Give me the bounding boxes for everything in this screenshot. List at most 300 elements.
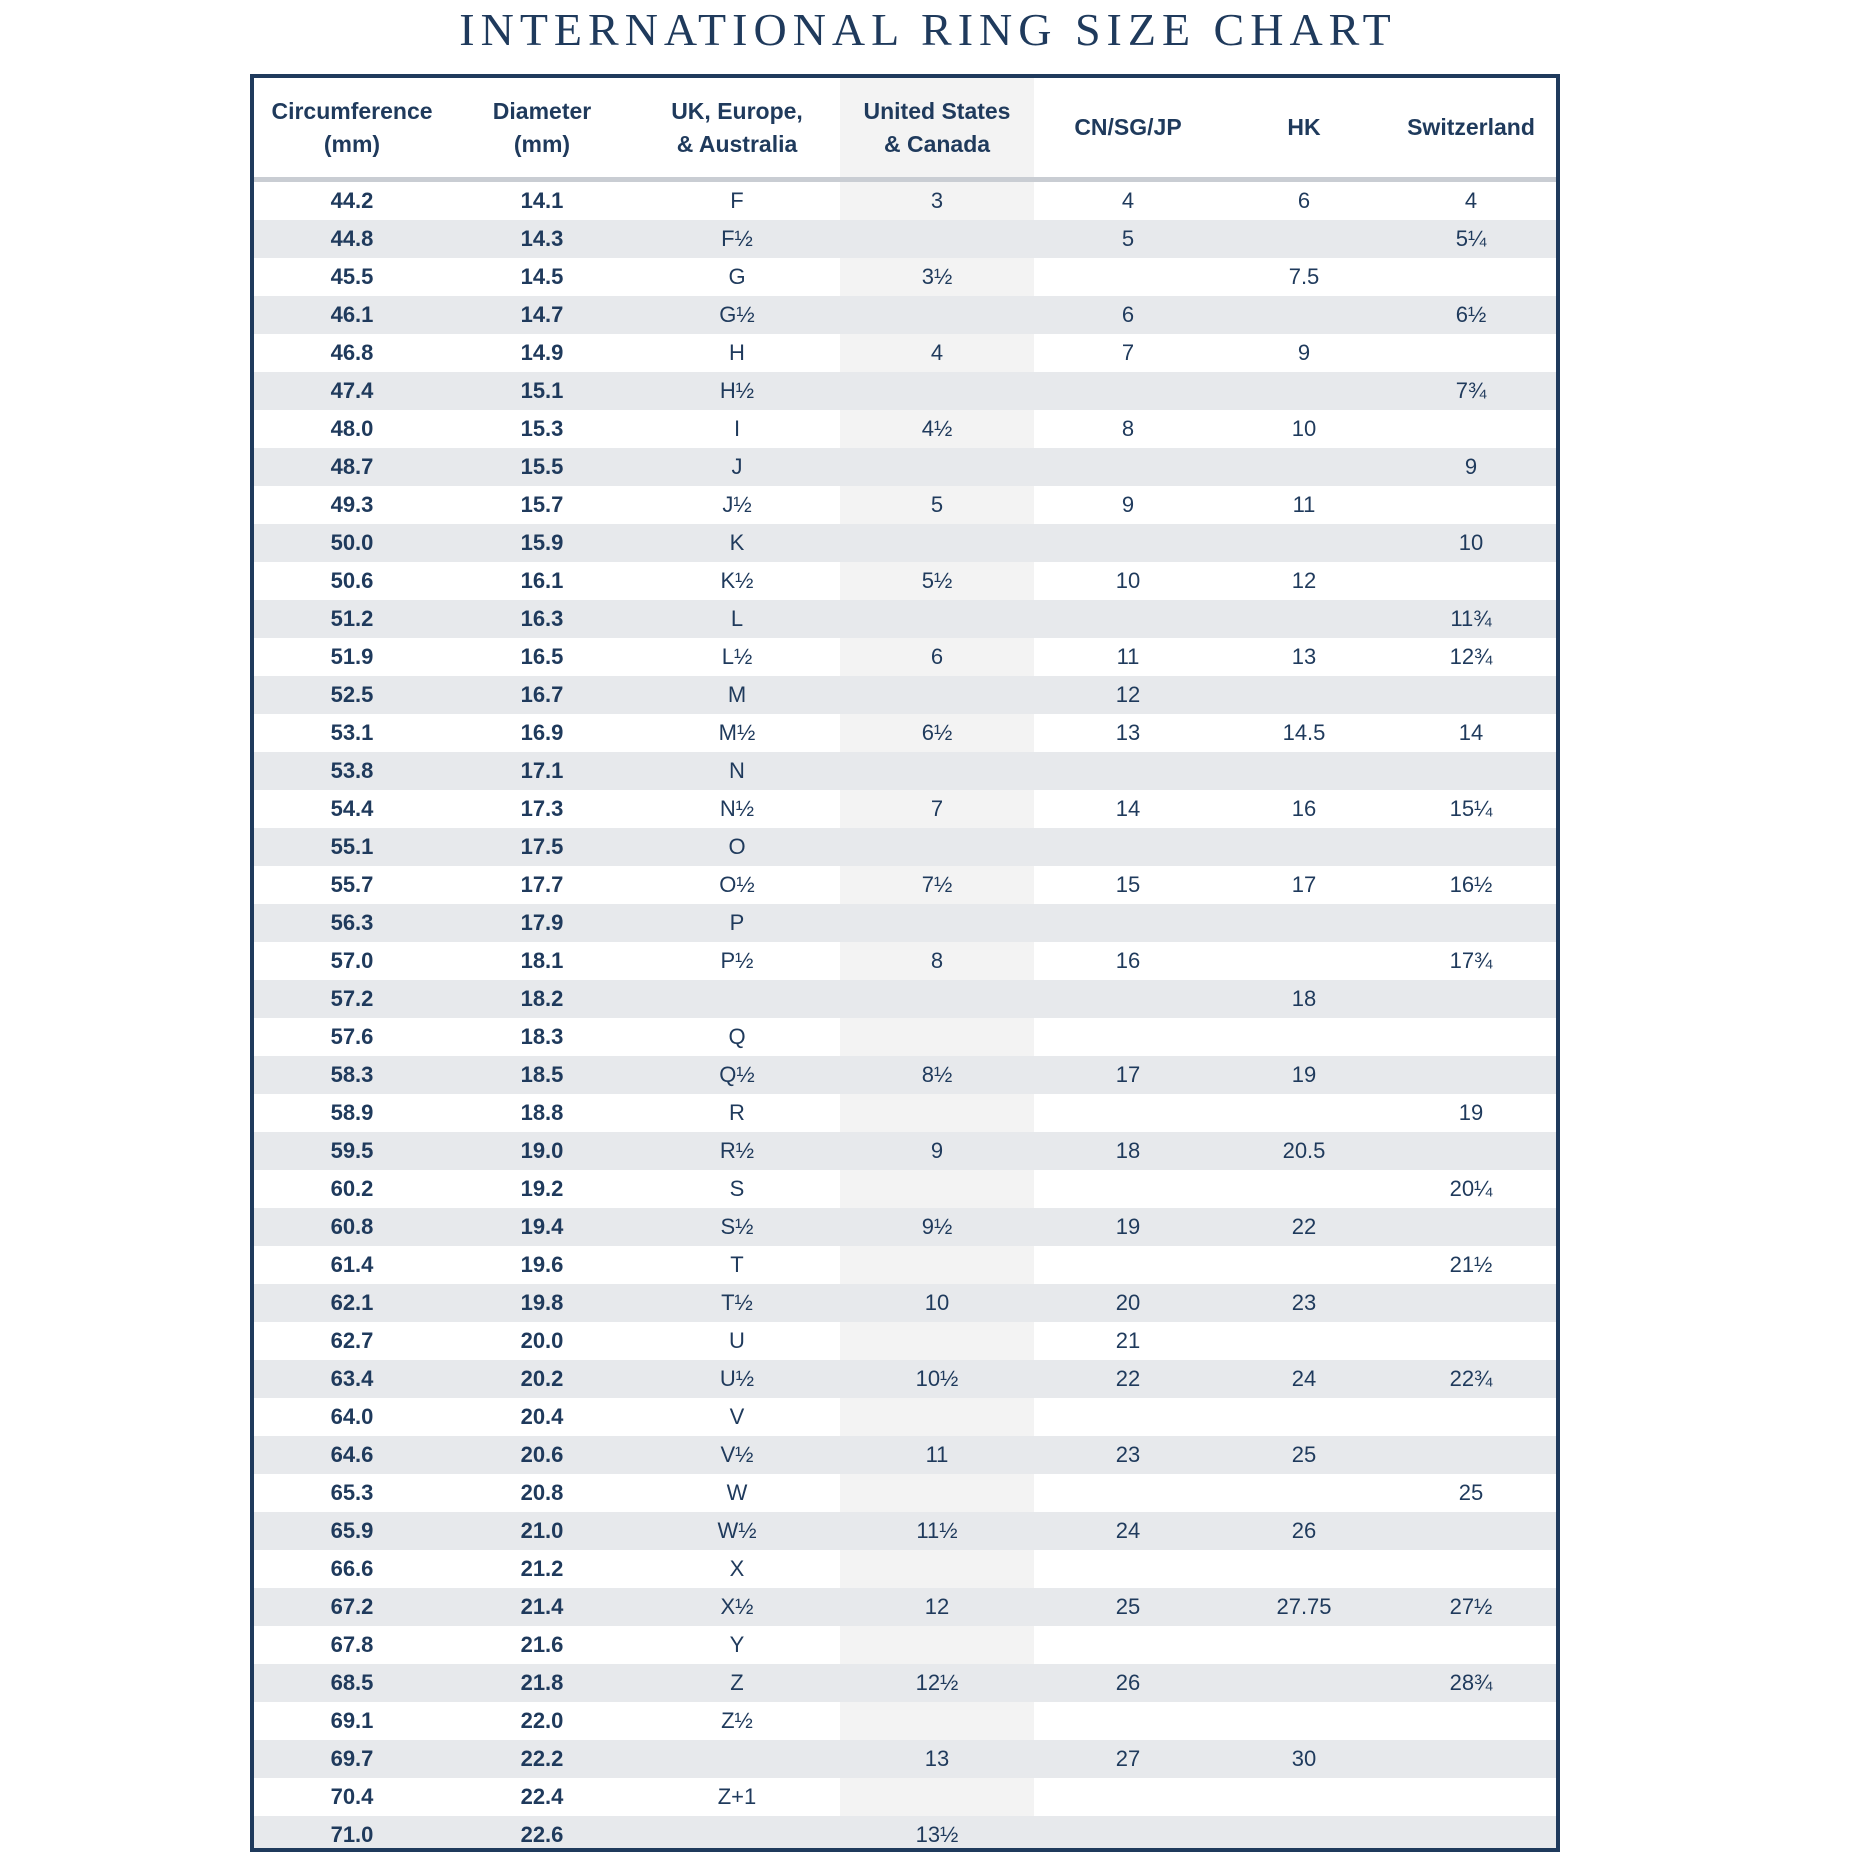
- us-size-cell: 4: [840, 334, 1034, 372]
- us-size-cell: [840, 904, 1034, 942]
- us-size-cell: [840, 1474, 1034, 1512]
- hk-size-cell: 23: [1222, 1284, 1386, 1322]
- us-size-cell: [840, 1398, 1034, 1436]
- table-row: [254, 1208, 1556, 1246]
- switzerland-size-cell: [1386, 1322, 1556, 1360]
- us-size-cell: 3½: [840, 258, 1034, 296]
- cn-sg-jp-size-cell: 19: [1034, 1208, 1222, 1246]
- circumference-cell: 62.1: [254, 1284, 450, 1322]
- switzerland-size-cell: [1386, 752, 1556, 790]
- uk-size-cell: J½: [634, 486, 840, 524]
- us-size-cell: 11: [840, 1436, 1034, 1474]
- uk-size-cell: H: [634, 334, 840, 372]
- uk-size-cell: T: [634, 1246, 840, 1284]
- circumference-cell: 59.5: [254, 1132, 450, 1170]
- uk-size-cell: H½: [634, 372, 840, 410]
- uk-size-cell: Q: [634, 1018, 840, 1056]
- header-line: UK, Europe,: [671, 97, 803, 124]
- uk-size-cell: V: [634, 1398, 840, 1436]
- table-row: [254, 1398, 1556, 1436]
- uk-size-cell: J: [634, 448, 840, 486]
- cn-sg-jp-size-cell: [1034, 1778, 1222, 1816]
- diameter-cell: 19.2: [450, 1170, 634, 1208]
- hk-size-cell: [1222, 600, 1386, 638]
- table-row: [254, 790, 1556, 828]
- us-size-cell: 4½: [840, 410, 1034, 448]
- table-row: [254, 1512, 1556, 1550]
- hk-size-cell: [1222, 1246, 1386, 1284]
- diameter-cell: 17.5: [450, 828, 634, 866]
- hk-size-cell: 27.75: [1222, 1588, 1386, 1626]
- circumference-cell: 67.8: [254, 1626, 450, 1664]
- cn-sg-jp-size-cell: 9: [1034, 486, 1222, 524]
- circumference-cell: 57.6: [254, 1018, 450, 1056]
- us-size-cell: [840, 752, 1034, 790]
- switzerland-size-cell: [1386, 410, 1556, 448]
- switzerland-size-cell: 12¾: [1386, 638, 1556, 676]
- us-size-cell: 6½: [840, 714, 1034, 752]
- switzerland-size-cell: 27½: [1386, 1588, 1556, 1626]
- hk-size-cell: [1222, 1094, 1386, 1132]
- switzerland-size-cell: 22¾: [1386, 1360, 1556, 1398]
- hk-size-cell: 17: [1222, 866, 1386, 904]
- hk-size-cell: [1222, 904, 1386, 942]
- diameter-cell: 18.2: [450, 980, 634, 1018]
- hk-size-cell: [1222, 1398, 1386, 1436]
- header-line: (mm): [513, 130, 571, 157]
- diameter-cell: 15.9: [450, 524, 634, 562]
- us-size-cell: 10½: [840, 1360, 1034, 1398]
- us-size-cell: [840, 296, 1034, 334]
- circumference-cell: 62.7: [254, 1322, 450, 1360]
- cn-sg-jp-size-cell: 5: [1034, 220, 1222, 258]
- diameter-cell: 16.7: [450, 676, 634, 714]
- circumference-cell: 51.2: [254, 600, 450, 638]
- cn-sg-jp-size-cell: [1034, 1550, 1222, 1588]
- diameter-cell: 16.5: [450, 638, 634, 676]
- diameter-cell: 19.6: [450, 1246, 634, 1284]
- header-line: Circumference: [271, 97, 433, 124]
- hk-size-cell: 30: [1222, 1740, 1386, 1778]
- table-row: [254, 258, 1556, 296]
- uk-size-cell: N: [634, 752, 840, 790]
- uk-size-cell: N½: [634, 790, 840, 828]
- header-uk-europe-australia: [634, 78, 840, 180]
- circumference-cell: 48.0: [254, 410, 450, 448]
- hk-size-cell: 19: [1222, 1056, 1386, 1094]
- table-row: [254, 1474, 1556, 1512]
- switzerland-size-cell: 16½: [1386, 866, 1556, 904]
- diameter-cell: 19.8: [450, 1284, 634, 1322]
- table-row: [254, 904, 1556, 942]
- uk-size-cell: Z+1: [634, 1778, 840, 1816]
- switzerland-size-cell: [1386, 1626, 1556, 1664]
- switzerland-size-cell: [1386, 904, 1556, 942]
- table-body: [254, 180, 1556, 1853]
- cn-sg-jp-size-cell: 15: [1034, 866, 1222, 904]
- us-size-cell: [840, 220, 1034, 258]
- circumference-cell: 71.0: [254, 1816, 450, 1852]
- hk-size-cell: [1222, 1474, 1386, 1512]
- table-row: [254, 562, 1556, 600]
- diameter-cell: 21.4: [450, 1588, 634, 1626]
- cn-sg-jp-size-cell: 22: [1034, 1360, 1222, 1398]
- diameter-cell: 17.9: [450, 904, 634, 942]
- switzerland-size-cell: 20¼: [1386, 1170, 1556, 1208]
- switzerland-size-cell: [1386, 1512, 1556, 1550]
- circumference-cell: 50.0: [254, 524, 450, 562]
- us-size-cell: [840, 1170, 1034, 1208]
- ring-size-table: [254, 78, 1556, 1852]
- header-line: Diameter: [492, 97, 592, 124]
- table-row: [254, 1626, 1556, 1664]
- cn-sg-jp-size-cell: [1034, 1702, 1222, 1740]
- us-size-cell: [840, 1550, 1034, 1588]
- table-row: [254, 1550, 1556, 1588]
- cn-sg-jp-size-cell: 18: [1034, 1132, 1222, 1170]
- circumference-cell: 57.0: [254, 942, 450, 980]
- header-row: [254, 78, 1556, 180]
- table-row: [254, 296, 1556, 334]
- diameter-cell: 14.7: [450, 296, 634, 334]
- circumference-cell: 54.4: [254, 790, 450, 828]
- cn-sg-jp-size-cell: 25: [1034, 1588, 1222, 1626]
- switzerland-size-cell: 21½: [1386, 1246, 1556, 1284]
- circumference-cell: 50.6: [254, 562, 450, 600]
- cn-sg-jp-size-cell: [1034, 904, 1222, 942]
- uk-size-cell: R½: [634, 1132, 840, 1170]
- cn-sg-jp-size-cell: [1034, 752, 1222, 790]
- diameter-cell: 21.8: [450, 1664, 634, 1702]
- hk-size-cell: [1222, 448, 1386, 486]
- circumference-cell: 44.8: [254, 220, 450, 258]
- hk-size-cell: 12: [1222, 562, 1386, 600]
- uk-size-cell: Q½: [634, 1056, 840, 1094]
- us-size-cell: 3: [840, 180, 1034, 221]
- hk-size-cell: [1222, 1778, 1386, 1816]
- header-line: & Canada: [883, 130, 991, 157]
- circumference-cell: 46.8: [254, 334, 450, 372]
- header-line: CN/SG/JP: [1074, 114, 1182, 140]
- switzerland-size-cell: 15¼: [1386, 790, 1556, 828]
- hk-size-cell: [1222, 1816, 1386, 1852]
- uk-size-cell: O½: [634, 866, 840, 904]
- us-size-cell: [840, 1094, 1034, 1132]
- switzerland-size-cell: [1386, 1778, 1556, 1816]
- circumference-cell: 51.9: [254, 638, 450, 676]
- hk-size-cell: 13: [1222, 638, 1386, 676]
- circumference-cell: 64.6: [254, 1436, 450, 1474]
- cn-sg-jp-size-cell: 17: [1034, 1056, 1222, 1094]
- cn-sg-jp-size-cell: 27: [1034, 1740, 1222, 1778]
- table-row: [254, 942, 1556, 980]
- uk-size-cell: P½: [634, 942, 840, 980]
- circumference-cell: 65.9: [254, 1512, 450, 1550]
- us-size-cell: [840, 372, 1034, 410]
- diameter-cell: 17.7: [450, 866, 634, 904]
- uk-size-cell: Z½: [634, 1702, 840, 1740]
- circumference-cell: 61.4: [254, 1246, 450, 1284]
- cn-sg-jp-size-cell: [1034, 1018, 1222, 1056]
- table-header: [254, 78, 1556, 180]
- header-hk: [1222, 78, 1386, 180]
- switzerland-size-cell: [1386, 828, 1556, 866]
- us-size-cell: 10: [840, 1284, 1034, 1322]
- switzerland-size-cell: 25: [1386, 1474, 1556, 1512]
- hk-size-cell: 20.5: [1222, 1132, 1386, 1170]
- switzerland-size-cell: 7¾: [1386, 372, 1556, 410]
- cn-sg-jp-size-cell: 24: [1034, 1512, 1222, 1550]
- table-row: [254, 1360, 1556, 1398]
- us-size-cell: 11½: [840, 1512, 1034, 1550]
- circumference-cell: 46.1: [254, 296, 450, 334]
- cn-sg-jp-size-cell: 11: [1034, 638, 1222, 676]
- circumference-cell: 65.3: [254, 1474, 450, 1512]
- cn-sg-jp-size-cell: 26: [1034, 1664, 1222, 1702]
- uk-size-cell: W: [634, 1474, 840, 1512]
- uk-size-cell: S½: [634, 1208, 840, 1246]
- hk-size-cell: [1222, 1018, 1386, 1056]
- us-size-cell: [840, 1626, 1034, 1664]
- us-size-cell: [840, 828, 1034, 866]
- diameter-cell: 22.2: [450, 1740, 634, 1778]
- diameter-cell: 21.0: [450, 1512, 634, 1550]
- us-size-cell: 13½: [840, 1816, 1034, 1852]
- switzerland-size-cell: [1386, 1436, 1556, 1474]
- switzerland-size-cell: [1386, 1208, 1556, 1246]
- diameter-cell: 16.1: [450, 562, 634, 600]
- uk-size-cell: O: [634, 828, 840, 866]
- table-row: [254, 676, 1556, 714]
- us-size-cell: 6: [840, 638, 1034, 676]
- us-size-cell: 12: [840, 1588, 1034, 1626]
- us-size-cell: 8½: [840, 1056, 1034, 1094]
- hk-size-cell: 14.5: [1222, 714, 1386, 752]
- switzerland-size-cell: 10: [1386, 524, 1556, 562]
- chart-title: INTERNATIONAL RING SIZE CHART: [459, 4, 1397, 55]
- hk-size-cell: [1222, 828, 1386, 866]
- diameter-cell: 18.1: [450, 942, 634, 980]
- uk-size-cell: P: [634, 904, 840, 942]
- table-row: [254, 1588, 1556, 1626]
- circumference-cell: 52.5: [254, 676, 450, 714]
- switzerland-size-cell: [1386, 1816, 1556, 1852]
- table-row: [254, 1702, 1556, 1740]
- hk-size-cell: [1222, 296, 1386, 334]
- table-row: [254, 980, 1556, 1018]
- switzerland-size-cell: [1386, 1132, 1556, 1170]
- table-row: [254, 524, 1556, 562]
- us-size-cell: [840, 1246, 1034, 1284]
- us-size-cell: [840, 1778, 1034, 1816]
- cn-sg-jp-size-cell: [1034, 1398, 1222, 1436]
- us-size-cell: 13: [840, 1740, 1034, 1778]
- uk-size-cell: K½: [634, 562, 840, 600]
- hk-size-cell: [1222, 524, 1386, 562]
- switzerland-size-cell: [1386, 486, 1556, 524]
- diameter-cell: 17.3: [450, 790, 634, 828]
- hk-size-cell: 25: [1222, 1436, 1386, 1474]
- cn-sg-jp-size-cell: 13: [1034, 714, 1222, 752]
- switzerland-size-cell: 28¾: [1386, 1664, 1556, 1702]
- cn-sg-jp-size-cell: 16: [1034, 942, 1222, 980]
- switzerland-size-cell: 11¾: [1386, 600, 1556, 638]
- cn-sg-jp-size-cell: 14: [1034, 790, 1222, 828]
- header-us-canada: [840, 78, 1034, 180]
- uk-size-cell: G½: [634, 296, 840, 334]
- diameter-cell: 21.6: [450, 1626, 634, 1664]
- uk-size-cell: M: [634, 676, 840, 714]
- switzerland-size-cell: 4: [1386, 180, 1556, 221]
- uk-size-cell: G: [634, 258, 840, 296]
- header-diameter: [450, 78, 634, 180]
- us-size-cell: 9½: [840, 1208, 1034, 1246]
- circumference-cell: 57.2: [254, 980, 450, 1018]
- hk-size-cell: 6: [1222, 180, 1386, 221]
- table-row: [254, 1094, 1556, 1132]
- switzerland-size-cell: [1386, 258, 1556, 296]
- cn-sg-jp-size-cell: 12: [1034, 676, 1222, 714]
- circumference-cell: 69.1: [254, 1702, 450, 1740]
- table-row: [254, 866, 1556, 904]
- cn-sg-jp-size-cell: 8: [1034, 410, 1222, 448]
- circumference-cell: 58.9: [254, 1094, 450, 1132]
- cn-sg-jp-size-cell: 10: [1034, 562, 1222, 600]
- circumference-cell: 49.3: [254, 486, 450, 524]
- hk-size-cell: [1222, 1170, 1386, 1208]
- us-size-cell: [840, 448, 1034, 486]
- header-line: & Australia: [676, 130, 798, 157]
- diameter-cell: 22.4: [450, 1778, 634, 1816]
- uk-size-cell: F½: [634, 220, 840, 258]
- uk-size-cell: F: [634, 180, 840, 221]
- switzerland-size-cell: 6½: [1386, 296, 1556, 334]
- diameter-cell: 14.3: [450, 220, 634, 258]
- uk-size-cell: L: [634, 600, 840, 638]
- hk-size-cell: 22: [1222, 1208, 1386, 1246]
- diameter-cell: 20.6: [450, 1436, 634, 1474]
- cn-sg-jp-size-cell: [1034, 1816, 1222, 1852]
- cn-sg-jp-size-cell: [1034, 828, 1222, 866]
- circumference-cell: 56.3: [254, 904, 450, 942]
- cn-sg-jp-size-cell: [1034, 600, 1222, 638]
- circumference-cell: 45.5: [254, 258, 450, 296]
- circumference-cell: 55.7: [254, 866, 450, 904]
- table-row: [254, 448, 1556, 486]
- diameter-cell: 16.9: [450, 714, 634, 752]
- table-row: [254, 1170, 1556, 1208]
- header-line: Switzerland: [1407, 114, 1535, 140]
- switzerland-size-cell: [1386, 676, 1556, 714]
- header-cn-sg-jp: [1034, 78, 1222, 180]
- table-row: [254, 638, 1556, 676]
- switzerland-size-cell: 14: [1386, 714, 1556, 752]
- hk-size-cell: 16: [1222, 790, 1386, 828]
- circumference-cell: 60.8: [254, 1208, 450, 1246]
- table-row: [254, 1816, 1556, 1852]
- table-row: [254, 486, 1556, 524]
- uk-size-cell: I: [634, 410, 840, 448]
- cn-sg-jp-size-cell: [1034, 1094, 1222, 1132]
- us-size-cell: [840, 676, 1034, 714]
- table-row: [254, 1778, 1556, 1816]
- diameter-cell: 18.3: [450, 1018, 634, 1056]
- diameter-cell: 19.4: [450, 1208, 634, 1246]
- uk-size-cell: R: [634, 1094, 840, 1132]
- us-size-cell: 8: [840, 942, 1034, 980]
- circumference-cell: 69.7: [254, 1740, 450, 1778]
- circumference-cell: 55.1: [254, 828, 450, 866]
- cn-sg-jp-size-cell: 4: [1034, 180, 1222, 221]
- switzerland-size-cell: [1386, 1740, 1556, 1778]
- hk-size-cell: 11: [1222, 486, 1386, 524]
- circumference-cell: 64.0: [254, 1398, 450, 1436]
- diameter-cell: 22.0: [450, 1702, 634, 1740]
- us-size-cell: [840, 1702, 1034, 1740]
- diameter-cell: 17.1: [450, 752, 634, 790]
- diameter-cell: 18.8: [450, 1094, 634, 1132]
- cn-sg-jp-size-cell: [1034, 524, 1222, 562]
- switzerland-size-cell: 5¼: [1386, 220, 1556, 258]
- diameter-cell: 15.5: [450, 448, 634, 486]
- switzerland-size-cell: 17¾: [1386, 942, 1556, 980]
- table-row: [254, 372, 1556, 410]
- table-row: [254, 1056, 1556, 1094]
- diameter-cell: 15.7: [450, 486, 634, 524]
- uk-size-cell: [634, 1816, 840, 1852]
- switzerland-size-cell: [1386, 562, 1556, 600]
- us-size-cell: [840, 600, 1034, 638]
- us-size-cell: 7½: [840, 866, 1034, 904]
- ring-size-table-frame: [250, 74, 1560, 1852]
- uk-size-cell: X: [634, 1550, 840, 1588]
- cn-sg-jp-size-cell: [1034, 1474, 1222, 1512]
- header-line: United States: [863, 97, 1011, 124]
- cn-sg-jp-size-cell: [1034, 980, 1222, 1018]
- diameter-cell: 20.4: [450, 1398, 634, 1436]
- table-row: [254, 1664, 1556, 1702]
- uk-size-cell: X½: [634, 1588, 840, 1626]
- hk-size-cell: 9: [1222, 334, 1386, 372]
- switzerland-size-cell: [1386, 1018, 1556, 1056]
- switzerland-size-cell: [1386, 1398, 1556, 1436]
- cn-sg-jp-size-cell: [1034, 1626, 1222, 1664]
- diameter-cell: 16.3: [450, 600, 634, 638]
- hk-size-cell: [1222, 676, 1386, 714]
- switzerland-size-cell: 9: [1386, 448, 1556, 486]
- diameter-cell: 22.6: [450, 1816, 634, 1852]
- cn-sg-jp-size-cell: 21: [1034, 1322, 1222, 1360]
- circumference-cell: 66.6: [254, 1550, 450, 1588]
- table-row: [254, 410, 1556, 448]
- circumference-cell: 44.2: [254, 180, 450, 221]
- header-line: (mm): [323, 130, 381, 157]
- us-size-cell: [840, 1018, 1034, 1056]
- table-row: [254, 1018, 1556, 1056]
- switzerland-size-cell: [1386, 1056, 1556, 1094]
- cn-sg-jp-size-cell: [1034, 1170, 1222, 1208]
- uk-size-cell: K: [634, 524, 840, 562]
- circumference-cell: 53.8: [254, 752, 450, 790]
- diameter-cell: 20.8: [450, 1474, 634, 1512]
- uk-size-cell: Z: [634, 1664, 840, 1702]
- hk-size-cell: 24: [1222, 1360, 1386, 1398]
- diameter-cell: 19.0: [450, 1132, 634, 1170]
- table-row: [254, 714, 1556, 752]
- uk-size-cell: V½: [634, 1436, 840, 1474]
- cn-sg-jp-size-cell: [1034, 448, 1222, 486]
- diameter-cell: 14.1: [450, 180, 634, 221]
